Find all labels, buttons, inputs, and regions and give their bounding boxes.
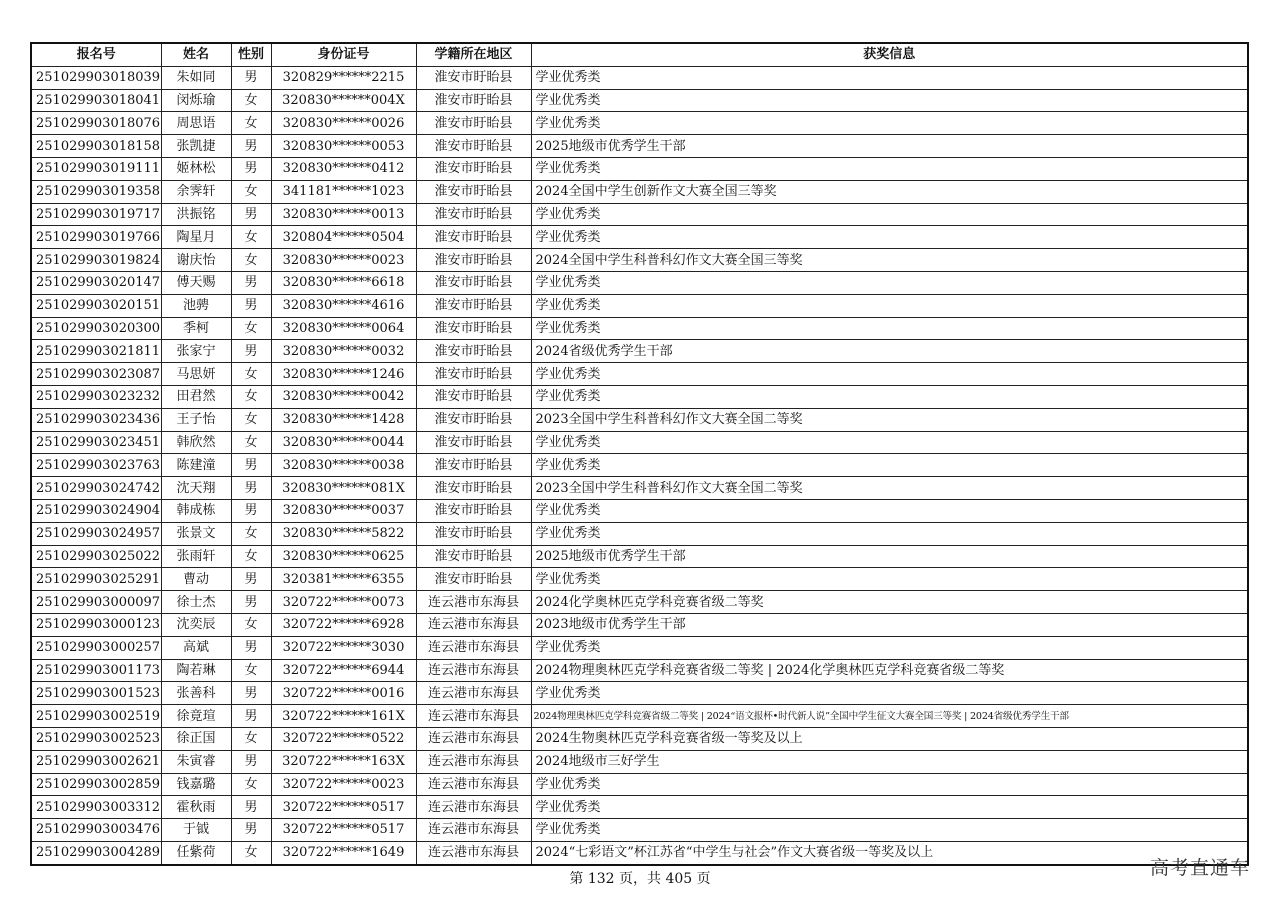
cell-name: 霍秋雨	[161, 796, 231, 819]
table-header-row	[31, 43, 1248, 66]
cell-id-number: 320830******004X	[271, 89, 416, 112]
cell-gender: 女	[231, 659, 271, 682]
table-row	[31, 636, 1248, 659]
cell-award-info: 学业优秀类	[531, 682, 1248, 705]
cell-name: 季柯	[161, 317, 231, 340]
cell-award-info: 2024化学奥林匹克学科竞赛省级二等奖	[531, 591, 1248, 614]
cell-award-info: 学业优秀类	[531, 294, 1248, 317]
cell-registration-no: 251029903002621	[31, 750, 161, 773]
cell-gender: 男	[231, 66, 271, 89]
cell-id-number: 320830******0412	[271, 157, 416, 180]
header-registration-no: 报名号	[31, 43, 161, 66]
cell-gender: 女	[231, 317, 271, 340]
cell-registration-no: 251029903000123	[31, 613, 161, 636]
cell-id-number: 341181******1023	[271, 180, 416, 203]
table-row	[31, 499, 1248, 522]
cell-gender: 男	[231, 796, 271, 819]
table-row	[31, 727, 1248, 750]
cell-award-info: 2024全国中学生科普科幻作文大赛全国三等奖	[531, 249, 1248, 272]
cell-gender: 男	[231, 750, 271, 773]
table-row	[31, 408, 1248, 431]
cell-registration-no: 251029903002523	[31, 727, 161, 750]
cell-region: 淮安市盱眙县	[416, 112, 531, 135]
cell-id-number: 320722******0016	[271, 682, 416, 705]
cell-region: 淮安市盱眙县	[416, 545, 531, 568]
cell-award-info: 学业优秀类	[531, 499, 1248, 522]
cell-id-number: 320830******0032	[271, 340, 416, 363]
cell-gender: 女	[231, 385, 271, 408]
cell-award-info: 2023地级市优秀学生干部	[531, 613, 1248, 636]
cell-name: 张凯捷	[161, 135, 231, 158]
cell-award-info: 2023全国中学生科普科幻作文大赛全国二等奖	[531, 477, 1248, 500]
cell-region: 淮安市盱眙县	[416, 568, 531, 591]
cell-id-number: 320722******6944	[271, 659, 416, 682]
cell-gender: 女	[231, 112, 271, 135]
cell-region: 淮安市盱眙县	[416, 66, 531, 89]
cell-gender: 男	[231, 271, 271, 294]
cell-region: 淮安市盱眙县	[416, 363, 531, 386]
cell-name: 徐竟瑄	[161, 705, 231, 728]
cell-registration-no: 251029903018039	[31, 66, 161, 89]
table-row	[31, 226, 1248, 249]
table-row	[31, 363, 1248, 386]
cell-region: 连云港市东海县	[416, 727, 531, 750]
cell-gender: 男	[231, 499, 271, 522]
cell-region: 连云港市东海县	[416, 705, 531, 728]
cell-gender: 女	[231, 613, 271, 636]
table-row	[31, 796, 1248, 819]
cell-id-number: 320722******6928	[271, 613, 416, 636]
cell-award-info: 学业优秀类	[531, 431, 1248, 454]
table-row	[31, 705, 1248, 728]
cell-id-number: 320830******0038	[271, 454, 416, 477]
cell-id-number: 320722******0023	[271, 773, 416, 796]
cell-id-number: 320722******0073	[271, 591, 416, 614]
cell-registration-no: 251029903019358	[31, 180, 161, 203]
cell-region: 淮安市盱眙县	[416, 135, 531, 158]
table-row	[31, 89, 1248, 112]
cell-gender: 男	[231, 340, 271, 363]
cell-region: 淮安市盱眙县	[416, 317, 531, 340]
cell-award-info: 学业优秀类	[531, 112, 1248, 135]
table-row	[31, 750, 1248, 773]
cell-gender: 男	[231, 294, 271, 317]
cell-id-number: 320804******0504	[271, 226, 416, 249]
cell-registration-no: 251029903018158	[31, 135, 161, 158]
cell-award-info: 学业优秀类	[531, 226, 1248, 249]
cell-gender: 男	[231, 157, 271, 180]
table-row	[31, 385, 1248, 408]
cell-registration-no: 251029903020151	[31, 294, 161, 317]
cell-award-info: 学业优秀类	[531, 66, 1248, 89]
cell-id-number: 320830******0013	[271, 203, 416, 226]
cell-name: 张善科	[161, 682, 231, 705]
table-row	[31, 773, 1248, 796]
cell-id-number: 320830******1428	[271, 408, 416, 431]
table-row	[31, 431, 1248, 454]
cell-award-info: 学业优秀类	[531, 89, 1248, 112]
cell-id-number: 320830******081X	[271, 477, 416, 500]
header-id-number: 身份证号	[271, 43, 416, 66]
cell-region: 淮安市盱眙县	[416, 408, 531, 431]
cell-award-info: 2024物理奥林匹克学科竞赛省级二等奖 | 2024“语文报杯•时代新人说”全国中学生征文大赛全国三等奖 | 2024省级优秀学生干部	[531, 705, 1248, 728]
cell-gender: 女	[231, 249, 271, 272]
cell-region: 淮安市盱眙县	[416, 249, 531, 272]
cell-registration-no: 251029903002519	[31, 705, 161, 728]
cell-name: 陶若琳	[161, 659, 231, 682]
cell-id-number: 320830******1246	[271, 363, 416, 386]
cell-award-info: 学业优秀类	[531, 317, 1248, 340]
cell-registration-no: 251029903023451	[31, 431, 161, 454]
cell-registration-no: 251029903025022	[31, 545, 161, 568]
table-row	[31, 317, 1248, 340]
cell-gender: 女	[231, 408, 271, 431]
cell-gender: 女	[231, 180, 271, 203]
cell-id-number: 320722******3030	[271, 636, 416, 659]
cell-id-number: 320722******1649	[271, 841, 416, 864]
cell-registration-no: 251029903019717	[31, 203, 161, 226]
cell-id-number: 320830******0044	[271, 431, 416, 454]
cell-gender: 男	[231, 591, 271, 614]
cell-name: 高斌	[161, 636, 231, 659]
cell-gender: 男	[231, 682, 271, 705]
enrollment-table	[30, 42, 1249, 866]
cell-award-info: 2024地级市三好学生	[531, 750, 1248, 773]
cell-registration-no: 251029903019111	[31, 157, 161, 180]
cell-registration-no: 251029903024742	[31, 477, 161, 500]
cell-region: 连云港市东海县	[416, 682, 531, 705]
cell-gender: 女	[231, 545, 271, 568]
cell-registration-no: 251029903023232	[31, 385, 161, 408]
cell-name: 沈奕辰	[161, 613, 231, 636]
cell-gender: 男	[231, 568, 271, 591]
cell-gender: 女	[231, 363, 271, 386]
header-award-info: 获奖信息	[531, 43, 1248, 66]
cell-region: 连云港市东海县	[416, 636, 531, 659]
cell-award-info: 学业优秀类	[531, 203, 1248, 226]
cell-region: 淮安市盱眙县	[416, 180, 531, 203]
cell-registration-no: 251029903018076	[31, 112, 161, 135]
cell-id-number: 320830******0042	[271, 385, 416, 408]
cell-gender: 男	[231, 636, 271, 659]
header-gender: 性别	[231, 43, 271, 66]
cell-award-info: 2024全国中学生创新作文大赛全国三等奖	[531, 180, 1248, 203]
table-row	[31, 135, 1248, 158]
cell-name: 朱寅睿	[161, 750, 231, 773]
cell-gender: 男	[231, 705, 271, 728]
cell-id-number: 320722******0517	[271, 796, 416, 819]
cell-name: 沈天翔	[161, 477, 231, 500]
cell-region: 淮安市盱眙县	[416, 203, 531, 226]
cell-name: 马思妍	[161, 363, 231, 386]
cell-name: 王子怡	[161, 408, 231, 431]
cell-id-number: 320830******6618	[271, 271, 416, 294]
table-row	[31, 819, 1248, 842]
cell-name: 于钺	[161, 819, 231, 842]
cell-gender: 男	[231, 203, 271, 226]
table-row	[31, 157, 1248, 180]
table-row	[31, 477, 1248, 500]
cell-region: 连云港市东海县	[416, 591, 531, 614]
cell-award-info: 2024生物奥林匹克学科竞赛省级一等奖及以上	[531, 727, 1248, 750]
cell-name: 钱嘉璐	[161, 773, 231, 796]
cell-region: 淮安市盱眙县	[416, 385, 531, 408]
cell-name: 闵烁瑜	[161, 89, 231, 112]
cell-award-info: 学业优秀类	[531, 522, 1248, 545]
cell-region: 淮安市盱眙县	[416, 157, 531, 180]
cell-id-number: 320830******0037	[271, 499, 416, 522]
cell-name: 徐士杰	[161, 591, 231, 614]
cell-registration-no: 251029903025291	[31, 568, 161, 591]
cell-award-info: 学业优秀类	[531, 636, 1248, 659]
cell-award-info: 学业优秀类	[531, 271, 1248, 294]
cell-gender: 女	[231, 89, 271, 112]
cell-id-number: 320830******4616	[271, 294, 416, 317]
cell-registration-no: 251029903019824	[31, 249, 161, 272]
header-region: 学籍所在地区	[416, 43, 531, 66]
cell-id-number: 320722******0517	[271, 819, 416, 842]
cell-award-info: 2025地级市优秀学生干部	[531, 545, 1248, 568]
cell-id-number: 320722******0522	[271, 727, 416, 750]
cell-region: 淮安市盱眙县	[416, 226, 531, 249]
cell-registration-no: 251029903024957	[31, 522, 161, 545]
table-row	[31, 249, 1248, 272]
cell-id-number: 320830******5822	[271, 522, 416, 545]
table-row	[31, 613, 1248, 636]
cell-award-info: 2024物理奥林匹克学科竞赛省级二等奖 | 2024化学奥林匹克学科竞赛省级二等奖	[531, 659, 1248, 682]
cell-gender: 男	[231, 819, 271, 842]
watermark: 高考直通车	[1149, 857, 1250, 879]
header-name: 姓名	[161, 43, 231, 66]
cell-award-info: 学业优秀类	[531, 385, 1248, 408]
cell-registration-no: 251029903024904	[31, 499, 161, 522]
table-row	[31, 591, 1248, 614]
cell-region: 淮安市盱眙县	[416, 271, 531, 294]
table-row	[31, 294, 1248, 317]
cell-registration-no: 251029903004289	[31, 841, 161, 864]
table-row	[31, 180, 1248, 203]
cell-id-number: 320722******161X	[271, 705, 416, 728]
cell-registration-no: 251029903021811	[31, 340, 161, 363]
cell-award-info: 学业优秀类	[531, 773, 1248, 796]
cell-name: 姬林松	[161, 157, 231, 180]
table-row	[31, 271, 1248, 294]
cell-id-number: 320830******0625	[271, 545, 416, 568]
cell-region: 连云港市东海县	[416, 613, 531, 636]
cell-region: 连云港市东海县	[416, 796, 531, 819]
cell-award-info: 学业优秀类	[531, 819, 1248, 842]
cell-registration-no: 251029903023436	[31, 408, 161, 431]
table-row	[31, 841, 1248, 864]
cell-registration-no: 251029903023763	[31, 454, 161, 477]
cell-registration-no: 251029903000257	[31, 636, 161, 659]
cell-name: 韩成栋	[161, 499, 231, 522]
cell-name: 傅天赐	[161, 271, 231, 294]
table-row	[31, 112, 1248, 135]
cell-registration-no: 251029903001523	[31, 682, 161, 705]
cell-name: 朱如同	[161, 66, 231, 89]
cell-award-info: 2024省级优秀学生干部	[531, 340, 1248, 363]
cell-name: 曹动	[161, 568, 231, 591]
cell-id-number: 320830******0026	[271, 112, 416, 135]
cell-registration-no: 251029903003476	[31, 819, 161, 842]
cell-gender: 女	[231, 226, 271, 249]
cell-registration-no: 251029903002859	[31, 773, 161, 796]
table-row	[31, 545, 1248, 568]
cell-region: 淮安市盱眙县	[416, 454, 531, 477]
cell-gender: 女	[231, 522, 271, 545]
cell-name: 任紫荷	[161, 841, 231, 864]
cell-name: 陶星月	[161, 226, 231, 249]
cell-name: 张景文	[161, 522, 231, 545]
cell-award-info: 学业优秀类	[531, 363, 1248, 386]
cell-award-info: 学业优秀类	[531, 454, 1248, 477]
cell-gender: 女	[231, 727, 271, 750]
table-row	[31, 522, 1248, 545]
cell-name: 洪振铭	[161, 203, 231, 226]
cell-registration-no: 251029903019766	[31, 226, 161, 249]
cell-registration-no: 251029903023087	[31, 363, 161, 386]
table-body	[31, 66, 1248, 864]
cell-name: 张家宁	[161, 340, 231, 363]
cell-registration-no: 251029903001173	[31, 659, 161, 682]
cell-registration-no: 251029903018041	[31, 89, 161, 112]
cell-region: 连云港市东海县	[416, 659, 531, 682]
cell-gender: 女	[231, 841, 271, 864]
cell-gender: 男	[231, 477, 271, 500]
cell-award-info: 学业优秀类	[531, 568, 1248, 591]
cell-name: 徐正国	[161, 727, 231, 750]
table-row	[31, 568, 1248, 591]
table-row	[31, 203, 1248, 226]
cell-region: 淮安市盱眙县	[416, 89, 531, 112]
cell-award-info: 2023全国中学生科普科幻作文大赛全国二等奖	[531, 408, 1248, 431]
cell-gender: 女	[231, 431, 271, 454]
cell-region: 连云港市东海县	[416, 750, 531, 773]
cell-name: 田君然	[161, 385, 231, 408]
cell-region: 连云港市东海县	[416, 841, 531, 864]
cell-registration-no: 251029903003312	[31, 796, 161, 819]
cell-region: 淮安市盱眙县	[416, 340, 531, 363]
cell-id-number: 320830******0053	[271, 135, 416, 158]
cell-registration-no: 251029903000097	[31, 591, 161, 614]
cell-award-info: 学业优秀类	[531, 157, 1248, 180]
cell-region: 淮安市盱眙县	[416, 294, 531, 317]
cell-region: 连云港市东海县	[416, 773, 531, 796]
table-row	[31, 659, 1248, 682]
cell-award-info: 2024“七彩语文”杯江苏省“中学生与社会”作文大赛省级一等奖及以上	[531, 841, 1248, 864]
page-footer: 第 132 页，共 405 页	[569, 871, 711, 887]
cell-region: 淮安市盱眙县	[416, 431, 531, 454]
table-row	[31, 340, 1248, 363]
cell-name: 周思语	[161, 112, 231, 135]
cell-name: 谢庆怡	[161, 249, 231, 272]
cell-id-number: 320829******2215	[271, 66, 416, 89]
cell-gender: 女	[231, 773, 271, 796]
cell-region: 淮安市盱眙县	[416, 522, 531, 545]
cell-name: 陈建潼	[161, 454, 231, 477]
cell-registration-no: 251029903020300	[31, 317, 161, 340]
cell-name: 池骋	[161, 294, 231, 317]
cell-id-number: 320722******163X	[271, 750, 416, 773]
cell-region: 连云港市东海县	[416, 819, 531, 842]
cell-name: 韩欣然	[161, 431, 231, 454]
table-row	[31, 682, 1248, 705]
cell-name: 余霁轩	[161, 180, 231, 203]
cell-gender: 男	[231, 454, 271, 477]
cell-id-number: 320830******0064	[271, 317, 416, 340]
table-row	[31, 66, 1248, 89]
cell-id-number: 320381******6355	[271, 568, 416, 591]
cell-region: 淮安市盱眙县	[416, 499, 531, 522]
cell-registration-no: 251029903020147	[31, 271, 161, 294]
cell-award-info: 学业优秀类	[531, 796, 1248, 819]
table-row	[31, 454, 1248, 477]
cell-region: 淮安市盱眙县	[416, 477, 531, 500]
cell-award-info: 2025地级市优秀学生干部	[531, 135, 1248, 158]
cell-name: 张雨轩	[161, 545, 231, 568]
cell-id-number: 320830******0023	[271, 249, 416, 272]
cell-gender: 男	[231, 135, 271, 158]
